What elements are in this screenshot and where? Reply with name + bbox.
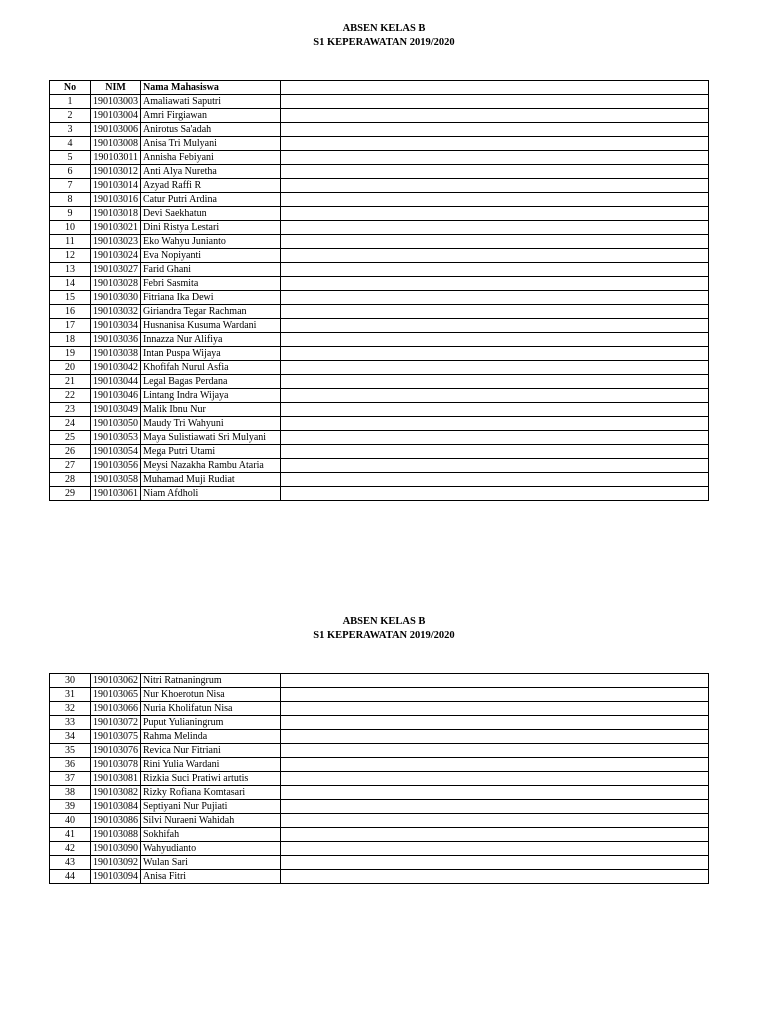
cell-nim: 190103016: [91, 193, 141, 207]
cell-name: Rizky Rofiana Komtasari: [141, 786, 281, 800]
cell-blank: [281, 758, 709, 772]
table-header-row: [50, 81, 709, 95]
cell-nim: 190103027: [91, 263, 141, 277]
cell-no: 32: [50, 702, 91, 716]
cell-nim: 190103004: [91, 109, 141, 123]
cell-name: Maudy Tri Wahyuni: [141, 417, 281, 431]
table-row: [50, 856, 709, 870]
cell-name: Febri Sasmita: [141, 277, 281, 291]
table-row: [50, 389, 709, 403]
cell-blank: [281, 870, 709, 884]
cell-no: 25: [50, 431, 91, 445]
cell-nim: 190103042: [91, 361, 141, 375]
cell-blank: [281, 319, 709, 333]
cell-blank: [281, 305, 709, 319]
cell-no: 41: [50, 828, 91, 842]
cell-name: Septiyani Nur Pujiati: [141, 800, 281, 814]
table-row: [50, 193, 709, 207]
cell-blank: [281, 828, 709, 842]
table-row: [50, 305, 709, 319]
cell-nim: 190103075: [91, 730, 141, 744]
cell-nim: 190103056: [91, 459, 141, 473]
cell-blank: [281, 800, 709, 814]
cell-name: Husnanisa Kusuma Wardani: [141, 319, 281, 333]
cell-no: 5: [50, 151, 91, 165]
cell-nim: 190103061: [91, 487, 141, 501]
cell-no: 2: [50, 109, 91, 123]
cell-name: Intan Puspa Wijaya: [141, 347, 281, 361]
table-row: [50, 151, 709, 165]
cell-nim: 190103021: [91, 221, 141, 235]
cell-nim: 190103050: [91, 417, 141, 431]
cell-blank: [281, 730, 709, 744]
cell-name: Eva Nopiyanti: [141, 249, 281, 263]
table-row: [50, 744, 709, 758]
cell-nim: 190103014: [91, 179, 141, 193]
table-row: [50, 165, 709, 179]
cell-no: 36: [50, 758, 91, 772]
cell-name: Muhamad Muji Rudiat: [141, 473, 281, 487]
cell-name: Niam Afdholi: [141, 487, 281, 501]
cell-name: Wulan Sari: [141, 856, 281, 870]
table-row: [50, 814, 709, 828]
cell-name: Meysi Nazakha Rambu Ataria: [141, 459, 281, 473]
cell-name: Rahma Melinda: [141, 730, 281, 744]
cell-nim: 190103088: [91, 828, 141, 842]
cell-blank: [281, 347, 709, 361]
cell-blank: [281, 193, 709, 207]
cell-blank: [281, 375, 709, 389]
cell-no: 44: [50, 870, 91, 884]
cell-no: 13: [50, 263, 91, 277]
cell-name: Innazza Nur Alifiya: [141, 333, 281, 347]
table-row: [50, 800, 709, 814]
cell-blank: [281, 403, 709, 417]
cell-nim: 190103044: [91, 375, 141, 389]
cell-no: 10: [50, 221, 91, 235]
table-row: [50, 361, 709, 375]
cell-no: 7: [50, 179, 91, 193]
cell-blank: [281, 688, 709, 702]
cell-blank: [281, 333, 709, 347]
cell-no: 12: [50, 249, 91, 263]
cell-nim: 190103006: [91, 123, 141, 137]
cell-no: 31: [50, 688, 91, 702]
cell-no: 24: [50, 417, 91, 431]
cell-name: Dini Ristya Lestari: [141, 221, 281, 235]
cell-name: Maya Sulistiawati Sri Mulyani: [141, 431, 281, 445]
table-row: [50, 473, 709, 487]
cell-blank: [281, 123, 709, 137]
cell-blank: [281, 856, 709, 870]
cell-name: Silvi Nuraeni Wahidah: [141, 814, 281, 828]
cell-blank: [281, 786, 709, 800]
cell-no: 6: [50, 165, 91, 179]
cell-nim: 190103081: [91, 772, 141, 786]
table-row: [50, 333, 709, 347]
cell-blank: [281, 744, 709, 758]
cell-name: Amri Firgiawan: [141, 109, 281, 123]
cell-nim: 190103058: [91, 473, 141, 487]
table-row: [50, 319, 709, 333]
cell-no: 18: [50, 333, 91, 347]
cell-no: 16: [50, 305, 91, 319]
cell-blank: [281, 221, 709, 235]
cell-no: 22: [50, 389, 91, 403]
cell-nim: 190103034: [91, 319, 141, 333]
cell-blank: [281, 165, 709, 179]
cell-nim: 190103049: [91, 403, 141, 417]
table-row: [50, 179, 709, 193]
header-no: No: [50, 81, 91, 95]
table-body-page1: [50, 95, 709, 501]
cell-no: 1: [50, 95, 91, 109]
attendance-title-page2: [0, 615, 768, 643]
cell-blank: [281, 361, 709, 375]
cell-nim: 190103032: [91, 305, 141, 319]
table-row: [50, 445, 709, 459]
table-row: [50, 221, 709, 235]
cell-blank: [281, 277, 709, 291]
table-row: [50, 123, 709, 137]
cell-no: 21: [50, 375, 91, 389]
cell-nim: 190103018: [91, 207, 141, 221]
cell-name: Puput Yulianingrum: [141, 716, 281, 730]
cell-nim: 190103065: [91, 688, 141, 702]
cell-blank: [281, 263, 709, 277]
cell-blank: [281, 487, 709, 501]
table-row: [50, 772, 709, 786]
cell-name: Anirotus Sa'adah: [141, 123, 281, 137]
cell-name: Mega Putri Utami: [141, 445, 281, 459]
table-row: [50, 828, 709, 842]
cell-name: Eko Wahyu Junianto: [141, 235, 281, 249]
cell-name: Rizkia Suci Pratiwi artutis: [141, 772, 281, 786]
cell-blank: [281, 249, 709, 263]
attendance-title-page1: [0, 22, 768, 50]
cell-nim: 190103090: [91, 842, 141, 856]
cell-name: Annisha Febiyani: [141, 151, 281, 165]
cell-name: Nuria Kholifatun Nisa: [141, 702, 281, 716]
cell-blank: [281, 109, 709, 123]
table-row: [50, 95, 709, 109]
cell-name: Fitriana Ika Dewi: [141, 291, 281, 305]
cell-name: Nitri Ratnaningrum: [141, 674, 281, 688]
cell-no: 15: [50, 291, 91, 305]
cell-name: Revica Nur Fitriani: [141, 744, 281, 758]
cell-blank: [281, 674, 709, 688]
cell-no: 23: [50, 403, 91, 417]
table-row: [50, 137, 709, 151]
cell-no: 11: [50, 235, 91, 249]
table-row: [50, 403, 709, 417]
cell-blank: [281, 207, 709, 221]
table-body-page2: [50, 674, 709, 884]
cell-nim: 190103054: [91, 445, 141, 459]
cell-nim: 190103072: [91, 716, 141, 730]
table-row: [50, 347, 709, 361]
cell-blank: [281, 814, 709, 828]
cell-name: Farid Ghani: [141, 263, 281, 277]
cell-no: 9: [50, 207, 91, 221]
title-program: S1 KEPERAWATAN 2019/2020: [313, 37, 455, 48]
header-nim: NIM: [91, 81, 141, 95]
cell-nim: 190103012: [91, 165, 141, 179]
cell-name: Anisa Fitri: [141, 870, 281, 884]
cell-no: 17: [50, 319, 91, 333]
cell-nim: 190103082: [91, 786, 141, 800]
table-row: [50, 870, 709, 884]
cell-blank: [281, 702, 709, 716]
cell-no: 34: [50, 730, 91, 744]
cell-nim: 190103008: [91, 137, 141, 151]
cell-blank: [281, 842, 709, 856]
title-program: S1 KEPERAWATAN 2019/2020: [313, 630, 455, 641]
table-row: [50, 786, 709, 800]
table-row: [50, 730, 709, 744]
attendance-table-page1: [49, 80, 709, 501]
cell-no: 33: [50, 716, 91, 730]
header-blank: [281, 81, 709, 95]
cell-no: 38: [50, 786, 91, 800]
cell-name: Sokhifah: [141, 828, 281, 842]
cell-nim: 190103076: [91, 744, 141, 758]
cell-name: Legal Bagas Perdana: [141, 375, 281, 389]
cell-name: Wahyudianto: [141, 842, 281, 856]
cell-nim: 190103028: [91, 277, 141, 291]
cell-blank: [281, 445, 709, 459]
cell-blank: [281, 459, 709, 473]
cell-nim: 190103066: [91, 702, 141, 716]
cell-no: 35: [50, 744, 91, 758]
cell-nim: 190103094: [91, 870, 141, 884]
cell-no: 19: [50, 347, 91, 361]
cell-no: 4: [50, 137, 91, 151]
cell-no: 27: [50, 459, 91, 473]
cell-no: 8: [50, 193, 91, 207]
cell-blank: [281, 179, 709, 193]
table-row: [50, 459, 709, 473]
cell-nim: 190103003: [91, 95, 141, 109]
cell-no: 43: [50, 856, 91, 870]
table-row: [50, 431, 709, 445]
cell-no: 28: [50, 473, 91, 487]
cell-name: Rini Yulia Wardani: [141, 758, 281, 772]
cell-blank: [281, 389, 709, 403]
cell-name: Anisa Tri Mulyani: [141, 137, 281, 151]
table-row: [50, 417, 709, 431]
cell-nim: 190103046: [91, 389, 141, 403]
cell-nim: 190103092: [91, 856, 141, 870]
header-name: Nama Mahasiswa: [141, 81, 281, 95]
cell-blank: [281, 417, 709, 431]
cell-no: 39: [50, 800, 91, 814]
cell-blank: [281, 772, 709, 786]
cell-nim: 190103078: [91, 758, 141, 772]
table-row: [50, 207, 709, 221]
cell-no: 37: [50, 772, 91, 786]
cell-no: 3: [50, 123, 91, 137]
cell-name: Devi Saekhatun: [141, 207, 281, 221]
cell-nim: 190103053: [91, 431, 141, 445]
cell-nim: 190103011: [91, 151, 141, 165]
cell-nim: 190103062: [91, 674, 141, 688]
table-row: [50, 235, 709, 249]
cell-name: Khofifah Nurul Asfia: [141, 361, 281, 375]
cell-blank: [281, 151, 709, 165]
table-row: [50, 842, 709, 856]
table-row: [50, 277, 709, 291]
cell-no: 20: [50, 361, 91, 375]
cell-no: 42: [50, 842, 91, 856]
cell-name: Nur Khoerotun Nisa: [141, 688, 281, 702]
cell-nim: 190103030: [91, 291, 141, 305]
table-row: [50, 375, 709, 389]
attendance-table-page2: [49, 673, 709, 884]
table-row: [50, 688, 709, 702]
cell-name: Anti Alya Nuretha: [141, 165, 281, 179]
cell-nim: 190103086: [91, 814, 141, 828]
table-row: [50, 758, 709, 772]
cell-name: Giriandra Tegar Rachman: [141, 305, 281, 319]
title-class: ABSEN KELAS B: [342, 23, 426, 34]
cell-blank: [281, 137, 709, 151]
cell-no: 30: [50, 674, 91, 688]
title-class: ABSEN KELAS B: [342, 616, 426, 627]
table-row: [50, 702, 709, 716]
table-row: [50, 263, 709, 277]
cell-name: Amaliawati Saputri: [141, 95, 281, 109]
table-row: [50, 249, 709, 263]
cell-nim: 190103023: [91, 235, 141, 249]
cell-blank: [281, 716, 709, 730]
cell-nim: 190103024: [91, 249, 141, 263]
table-row: [50, 291, 709, 305]
cell-nim: 190103036: [91, 333, 141, 347]
cell-no: 29: [50, 487, 91, 501]
cell-no: 14: [50, 277, 91, 291]
cell-name: Catur Putri Ardina: [141, 193, 281, 207]
cell-nim: 190103084: [91, 800, 141, 814]
cell-no: 26: [50, 445, 91, 459]
cell-blank: [281, 235, 709, 249]
table-row: [50, 109, 709, 123]
table-row: [50, 716, 709, 730]
cell-blank: [281, 431, 709, 445]
table-row: [50, 674, 709, 688]
cell-name: Azyad Raffi R: [141, 179, 281, 193]
cell-blank: [281, 291, 709, 305]
cell-blank: [281, 473, 709, 487]
cell-nim: 190103038: [91, 347, 141, 361]
cell-name: Malik Ibnu Nur: [141, 403, 281, 417]
cell-blank: [281, 95, 709, 109]
cell-no: 40: [50, 814, 91, 828]
table-row: [50, 487, 709, 501]
cell-name: Lintang Indra Wijaya: [141, 389, 281, 403]
